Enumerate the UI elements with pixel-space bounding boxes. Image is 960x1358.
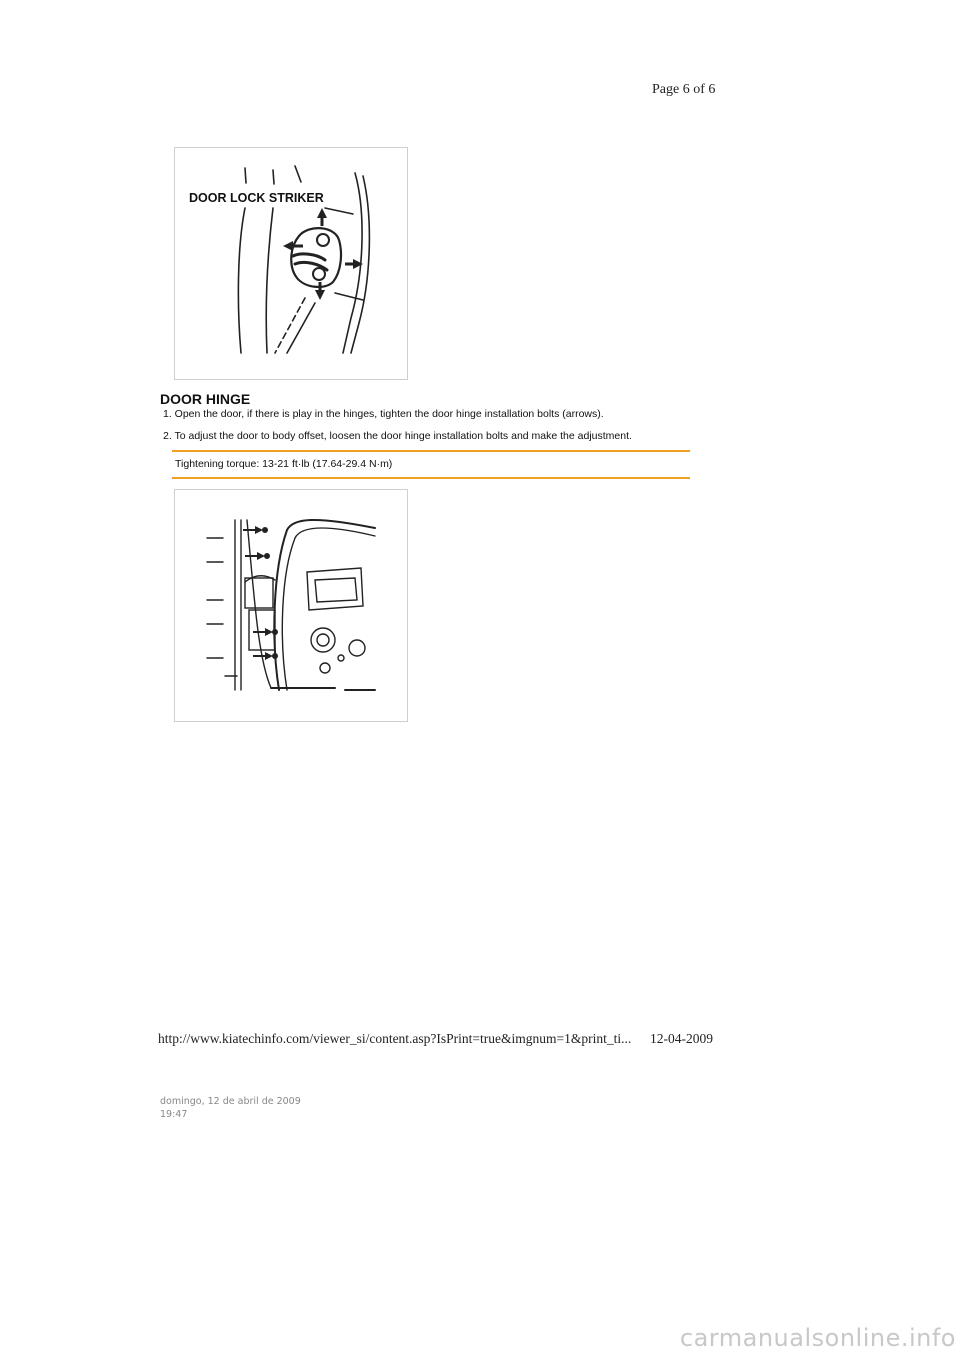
tick-mark [295, 166, 301, 182]
door-lock-striker-figure [174, 147, 408, 380]
pillar-line [238, 208, 245, 353]
door-hole [311, 628, 335, 652]
hinge-spring [245, 576, 275, 582]
watermark: carmanualsonline.info [679, 1324, 956, 1352]
bolt-icon [262, 527, 268, 533]
pillar-line [247, 520, 271, 688]
door-hole [349, 640, 365, 656]
arrow-left-icon [283, 241, 293, 251]
step-item: 2. To adjust the door to body offset, loosen the door hinge installation bolts and make the adjustment. [163, 430, 632, 442]
lower-hinge [249, 610, 275, 650]
striker-label: DOOR LOCK STRIKER [189, 191, 324, 205]
footer-url: http://www.kiatechinfo.com/viewer_si/content.asp?IsPrint=true&imgnum=1&print_ti... [158, 1031, 632, 1046]
arrow-up-icon [317, 208, 327, 218]
bolt-icon [264, 553, 270, 559]
door-hole [320, 663, 330, 673]
capture-time: 19:47 [160, 1109, 188, 1120]
bolt-arrow-icon [265, 652, 273, 660]
capture-date: domingo, 12 de abril de 2009 [160, 1096, 301, 1107]
page-number: Page 6 of 6 [652, 82, 716, 97]
bolt-icon [272, 629, 278, 635]
footer-date: 12-04-2009 [650, 1031, 713, 1046]
arrow-up-icon [321, 218, 324, 226]
bolt-icon [272, 653, 278, 659]
note-rule-bottom [172, 477, 690, 479]
door-hole [317, 634, 329, 646]
arrow-right-icon [345, 263, 353, 266]
upper-hinge [245, 578, 273, 608]
panel-line [335, 293, 363, 300]
bolt-arrow-icon [255, 526, 263, 534]
bolt-arrow-icon [243, 529, 255, 531]
arrow-down-icon [315, 290, 325, 300]
door-inner-panel [315, 578, 357, 602]
panel-line [325, 208, 353, 214]
bolt-arrow-icon [253, 655, 265, 657]
door-hinge-figure [174, 489, 408, 722]
door-lock-striker-illustration [175, 148, 407, 379]
bolt-arrow-icon [257, 552, 265, 560]
bolt-arrow-icon [245, 555, 257, 557]
bolt-arrow-icon [253, 631, 265, 633]
arrow-down-icon [319, 282, 322, 290]
tick-mark [245, 168, 246, 183]
section-title: DOOR HINGE [160, 391, 251, 407]
dashed-line [275, 298, 305, 353]
door-hinge-illustration [175, 490, 407, 721]
note-rule-top [172, 450, 690, 452]
panel-line [287, 303, 315, 353]
door-edge [274, 520, 375, 690]
door-hole [338, 655, 344, 661]
tick-mark [273, 170, 274, 184]
bolt-arrow-icon [265, 628, 273, 636]
step-item: 1. Open the door, if there is play in the hinges, tighten the door hinge installation bolts (arrows). [163, 408, 604, 420]
pillar-line [266, 208, 273, 353]
torque-note: Tightening torque: 13-21 ft·lb (17.64-29.4 N·m) [175, 458, 393, 470]
arrow-left-icon [293, 245, 303, 248]
